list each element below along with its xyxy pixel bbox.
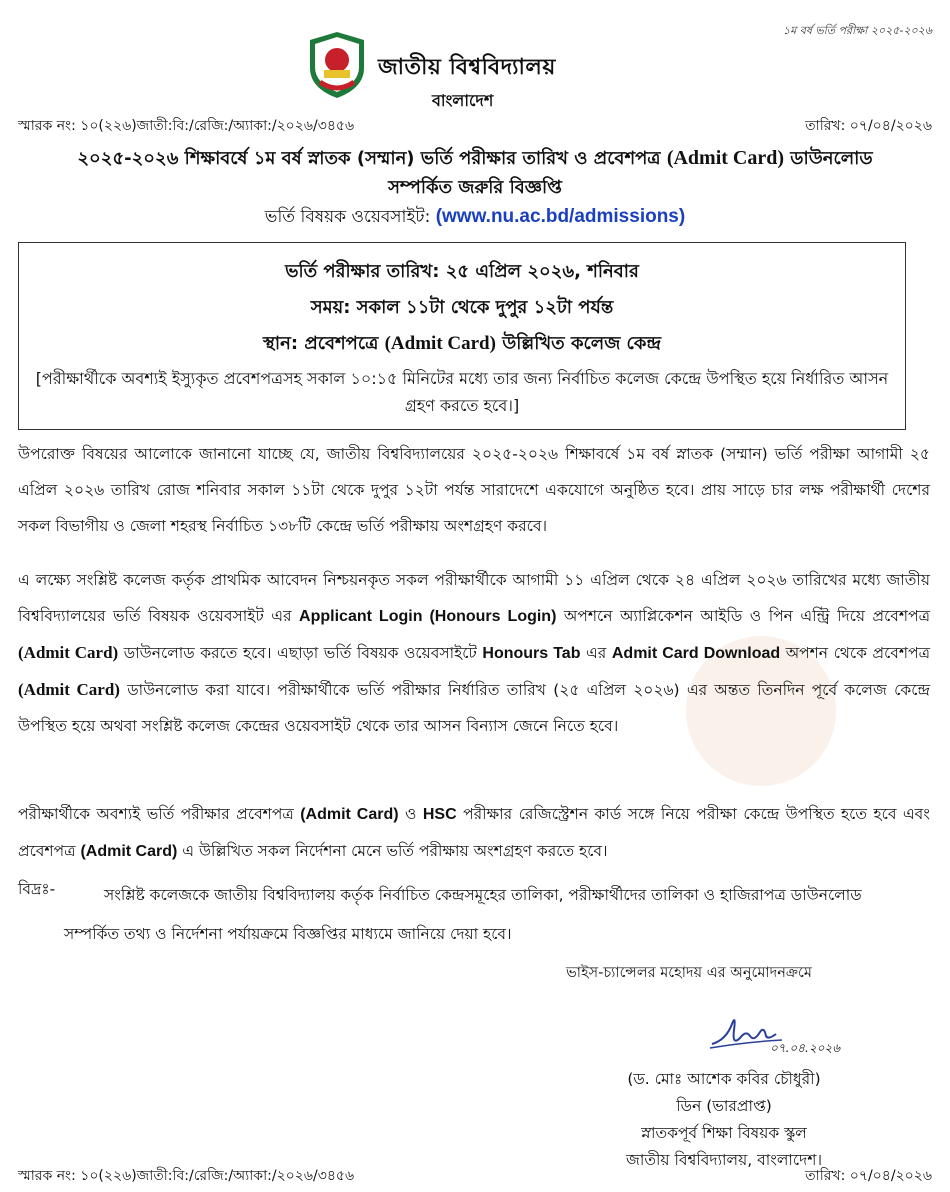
university-logo-icon bbox=[306, 30, 368, 100]
notice-title-line1: ২০২৫-২০২৬ শিক্ষাবর্ষে ১ম বর্ষ স্নাতক (সম্মান) ভর্তি পরীক্ষার তারিখ ও প্রবেশপত্র (Admit Card) ডাউনলোড bbox=[77, 147, 873, 169]
note-text: সংশ্লিষ্ট কলেজকে জাতীয় বিশ্ববিদ্যালয় কর্তৃক নির্বাচিত কেন্দ্রসমূহের তালিকা, পরীক্ষার্থীদের তালিকা ও হাজিরাপত্র ডাউনলোড bbox=[104, 886, 862, 904]
website-line: ভর্তি বিষয়ক ওয়েবসাইট: (www.nu.ac.bd/admissions) bbox=[264, 206, 686, 227]
footer-memo-date: তারিখ: ০৭/০৪/২০২৬ bbox=[805, 1168, 932, 1184]
country-name: বাংলাদেশ bbox=[432, 91, 494, 110]
approval-line: ভাইস-চ্যান্সেলর মহোদয় এর অনুমোদনক্রমে bbox=[566, 965, 812, 981]
notice-title-line2: সম্পর্কিত জরুরি বিজ্ঞপ্তি bbox=[388, 177, 562, 198]
signatory-school: স্নাতকপূর্ব শিক্ষা বিষয়ক স্কুল bbox=[641, 1124, 807, 1142]
signatory-institution: জাতীয় বিশ্ববিদ্যালয়, বাংলাদেশ। bbox=[625, 1151, 823, 1169]
website-link[interactable]: www.nu.ac.bd/admissions bbox=[442, 206, 679, 227]
exam-info-box bbox=[18, 242, 906, 430]
exam-date: ভর্তি পরীক্ষার তারিখ: ২৫ এপ্রিল ২০২৬, শনিবার bbox=[285, 261, 639, 282]
paragraph-2: এ লক্ষ্যে সংশ্লিষ্ট কলেজ কর্তৃক প্রাথমিক আবেদন নিশ্চয়নকৃত সকল পরীক্ষার্থীকে আগামী ১১ এপ্রিল থেকে ২৪ এপ্রিল ২০২৬ তারিখের মধ্যে জাতীয় বিশ্ববিদ্যালয়ের ভর্তি বিষয়ক ওয়েবসাইট এর Applicant Login (Honours Login) অপশনে অ্যাপ্লিকেশন আইডি ও পিন এন্ট্রি দিয়ে প্রবেশপত্র (Admit Card) ডাউনলোড করতে হবে। এছাড়া ভর্তি বিষয়ক ওয়েবসাইটে Honours Tab এর Admit Card Download অপশন থেকে প্রবেশপত্র (Admit Card) ডাউনলোড করা যাবে। পরীক্ষার্থীকে ভর্তি পরীক্ষার নির্ধারিত তারিখ (২৫ এপ্রিল ২০২৬) এর অন্তত তিনদিন পূর্বে কলেজ কেন্দ্রে উপস্থিত হয়ে অথবা সংশ্লিষ্ট কলেজ কেন্দ্রের ওয়েবসাইট থেকে তার আসন বিন্যাস জেনে নিতে হবে। bbox=[18, 571, 931, 735]
exam-time: সময়: সকাল ১১টা থেকে দুপুর ১২টা পর্যন্ত bbox=[310, 297, 614, 318]
note-label: বিদ্রঃ- bbox=[18, 880, 56, 898]
paragraph-3: পরীক্ষার্থীকে অবশ্যই ভর্তি পরীক্ষার প্রবেশপত্র (Admit Card) ও HSC পরীক্ষার রেজিস্ট্রেশন কার্ড সঙ্গে নিয়ে পরীক্ষা কেন্দ্রে উপস্থিত হতে হবে এবং প্রবেশপত্র (Admit Card) এ উল্লিখিত সকল নির্দেশনা মেনে ভর্তি পরীক্ষায় অংশগ্রহণ করতে হবে। bbox=[18, 805, 930, 860]
paragraph-1: উপরোক্ত বিষয়ের আলোকে জানানো যাচ্ছে যে, জাতীয় বিশ্ববিদ্যালয়ের ২০২৫-২০২৬ শিক্ষাবর্ষে ১ম বর্ষ স্নাতক (সম্মান) ভর্তি পরীক্ষা আগামী ২৫ এপ্রিল ২০২৬ তারিখ রোজ শনিবার সকাল ১১টা থেকে দুপুর ১২টা পর্যন্ত সারাদেশে একযোগে অনুষ্ঠিত হবে। প্রায় সাড়ে চার লক্ষ পরীক্ষার্থী দেশের সকল বিভাগীয় ও জেলা শহরস্থ নির্বাচিত ১৩৮টি কেন্দ্রে ভর্তি পরীক্ষায় অংশগ্রহণ করবে। bbox=[18, 445, 930, 535]
note-text-continued: সম্পর্কিত তথ্য ও নির্দেশনা পর্যায়ক্রমে বিজ্ঞপ্তির মাধ্যমে জানিয়ে দেয়া হবে। bbox=[64, 925, 512, 943]
corner-tag: ১ম বর্ষ ভর্তি পরীক্ষা ২০২৫-২০২৬ bbox=[783, 24, 932, 37]
exam-box-note: [পরীক্ষার্থীকে অবশ্যই ইস্যুকৃত প্রবেশপত্রসহ সকাল ১০:১৫ মিনিটের মধ্যে তার জন্য নির্বাচিত কলেজ কেন্দ্রে উপস্থিত হয়ে নির্ধারিত আসন গ্রহণ করতে হবে।] bbox=[35, 369, 889, 415]
signatory-name: (ড. মোঃ আশেক কবির চৌধুরী) bbox=[627, 1070, 821, 1088]
memo-number: স্মারক নং: ১০(২২৬)জাতী:বি:/রেজি:/অ্যাকা:/২০২৬/৩৪৫৬ bbox=[18, 118, 355, 134]
signatory-designation: ডিন (ভারপ্রাপ্ত) bbox=[676, 1097, 772, 1115]
university-name: জাতীয় বিশ্ববিদ্যালয় bbox=[378, 55, 556, 80]
footer-memo-number: স্মারক নং: ১০(২২৬)জাতী:বি:/রেজি:/অ্যাকা:/২০২৬/৩৪৫৬ bbox=[18, 1168, 355, 1184]
signatory-block bbox=[598, 1066, 850, 1174]
memo-date: তারিখ: ০৭/০৪/২০২৬ bbox=[805, 118, 932, 134]
memo-row-top bbox=[18, 114, 932, 138]
memo-row-bottom bbox=[18, 1164, 932, 1188]
exam-venue: স্থান: প্রবেশপত্রে (Admit Card) উল্লিখিত কলেজ কেন্দ্র bbox=[262, 333, 662, 354]
signature-date: ০৭.০৪.২০২৬ bbox=[770, 1041, 841, 1055]
